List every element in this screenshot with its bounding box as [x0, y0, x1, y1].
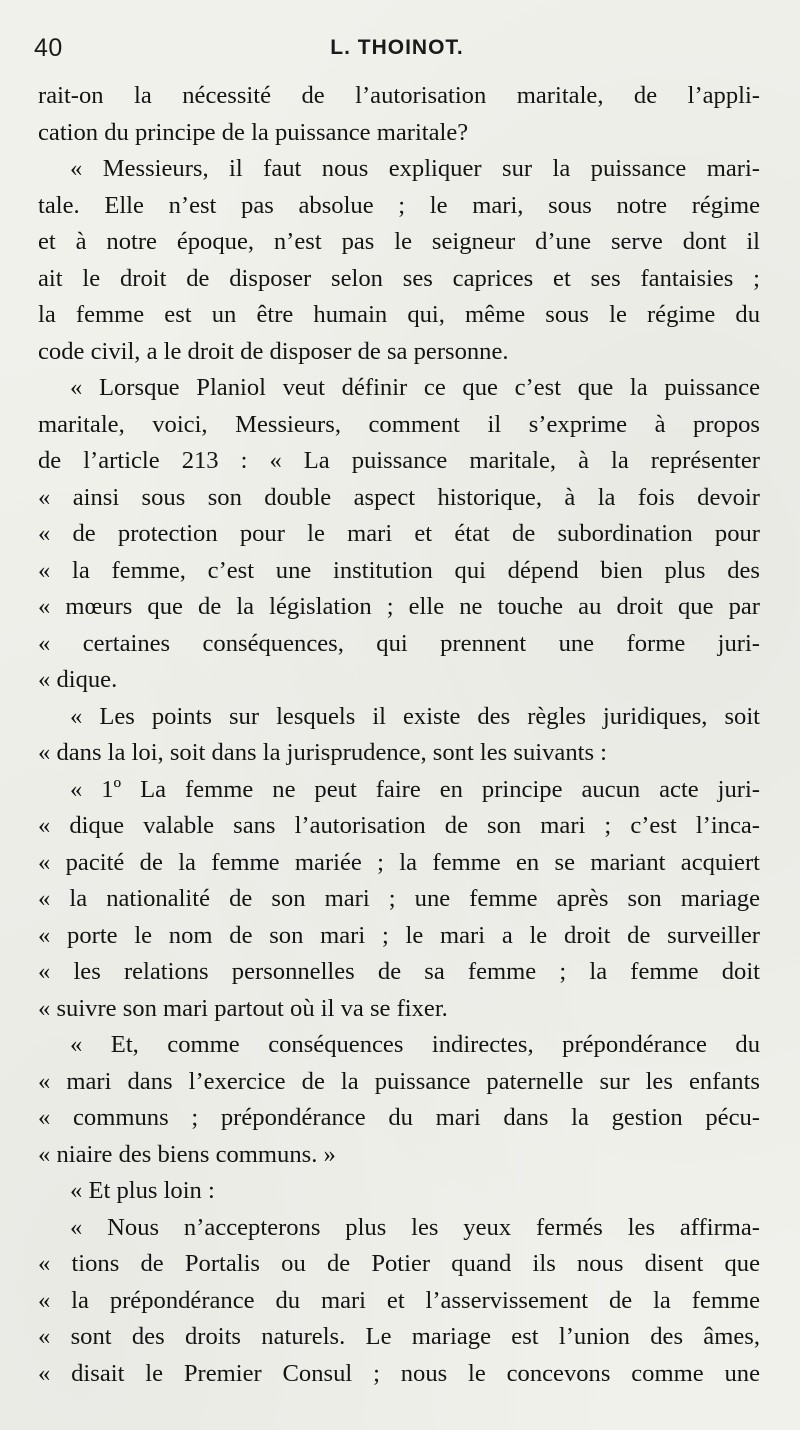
- text-line: rait-on la nécessité de l’autorisation maritale, de l’appli-: [38, 82, 760, 109]
- text-line: « les relations personnelles de sa femme ; la femme doit: [38, 958, 760, 985]
- text-line: « Et plus loin :: [70, 1177, 215, 1204]
- text-line: de l’article 213 : « La puissance maritale, à la représenter: [38, 447, 760, 474]
- page-header: [34, 34, 760, 70]
- text-line: « de protection pour le mari et état de subordination pour: [38, 520, 760, 547]
- text-line: « sont des droits naturels. Le mariage est l’union des âmes,: [38, 1323, 760, 1350]
- text-line: « Et, comme conséquences indirectes, prépondérance du: [70, 1031, 760, 1058]
- text-line: « tions de Portalis ou de Potier quand ils nous disent que: [38, 1250, 760, 1277]
- text-line: code civil, a le droit de disposer de sa personne.: [38, 337, 509, 365]
- body-text: [38, 78, 760, 1392]
- running-head: L. THOINOT.: [330, 36, 464, 59]
- text-line: « la nationalité de son mari ; une femme après son mariage: [38, 885, 760, 912]
- text-line: « porte le nom de son mari ; le mari a le droit de surveiller: [38, 921, 760, 949]
- page-number: 40: [34, 34, 63, 62]
- text-line: « certaines conséquences, qui prennent une forme juri-: [38, 629, 760, 657]
- text-line: « Lorsque Planiol veut définir ce que c’est que la puissance: [70, 374, 760, 401]
- text-line: tale. Elle n’est pas absolue ; le mari, sous notre régime: [38, 191, 760, 219]
- text-line: « ainsi sous son double aspect historique, à la fois devoir: [38, 483, 760, 511]
- text-line: « Nous n’accepterons plus les yeux fermés les affirma-: [70, 1213, 760, 1241]
- text-line: « niaire des biens communs. »: [38, 1140, 336, 1168]
- text-line: « la femme, c’est une institution qui dépend bien plus des: [38, 556, 760, 584]
- text-line: cation du principe de la puissance maritale?: [38, 118, 469, 146]
- text-line: « dique.: [38, 666, 118, 693]
- text-line: « Messieurs, il faut nous expliquer sur la puissance mari-: [70, 155, 760, 182]
- text-line: maritale, voici, Messieurs, comment il s’exprime à propos: [38, 410, 760, 438]
- text-line: et à notre époque, n’est pas le seigneur d’une serve dont il: [38, 228, 760, 255]
- text-line: « communs ; prépondérance du mari dans la gestion pécu-: [38, 1104, 760, 1131]
- text-line: « mari dans l’exercice de la puissance paternelle sur les enfants: [38, 1067, 760, 1095]
- text-line: « suivre son mari partout où il va se fixer.: [38, 994, 448, 1022]
- text-line: « disait le Premier Consul ; nous le concevons comme une: [38, 1359, 760, 1387]
- text-line: « la prépondérance du mari et l’asservissement de la femme: [38, 1286, 760, 1314]
- text-line: « Les points sur lesquels il existe des règles juridiques, soit: [70, 702, 760, 730]
- text-line: ait le droit de disposer selon ses caprices et ses fantaisies ;: [38, 264, 760, 292]
- text-line: « dique valable sans l’autorisation de son mari ; c’est l’inca-: [38, 812, 760, 839]
- text-line: « mœurs que de la législation ; elle ne touche au droit que par: [38, 593, 760, 620]
- text-line: « 1º La femme ne peut faire en principe aucun acte juri-: [70, 775, 760, 803]
- text-line: « pacité de la femme mariée ; la femme en se mariant acquiert: [38, 848, 760, 876]
- text-line: la femme est un être humain qui, même sous le régime du: [38, 301, 760, 328]
- text-line: « dans la loi, soit dans la jurisprudence, sont les suivants :: [38, 739, 607, 766]
